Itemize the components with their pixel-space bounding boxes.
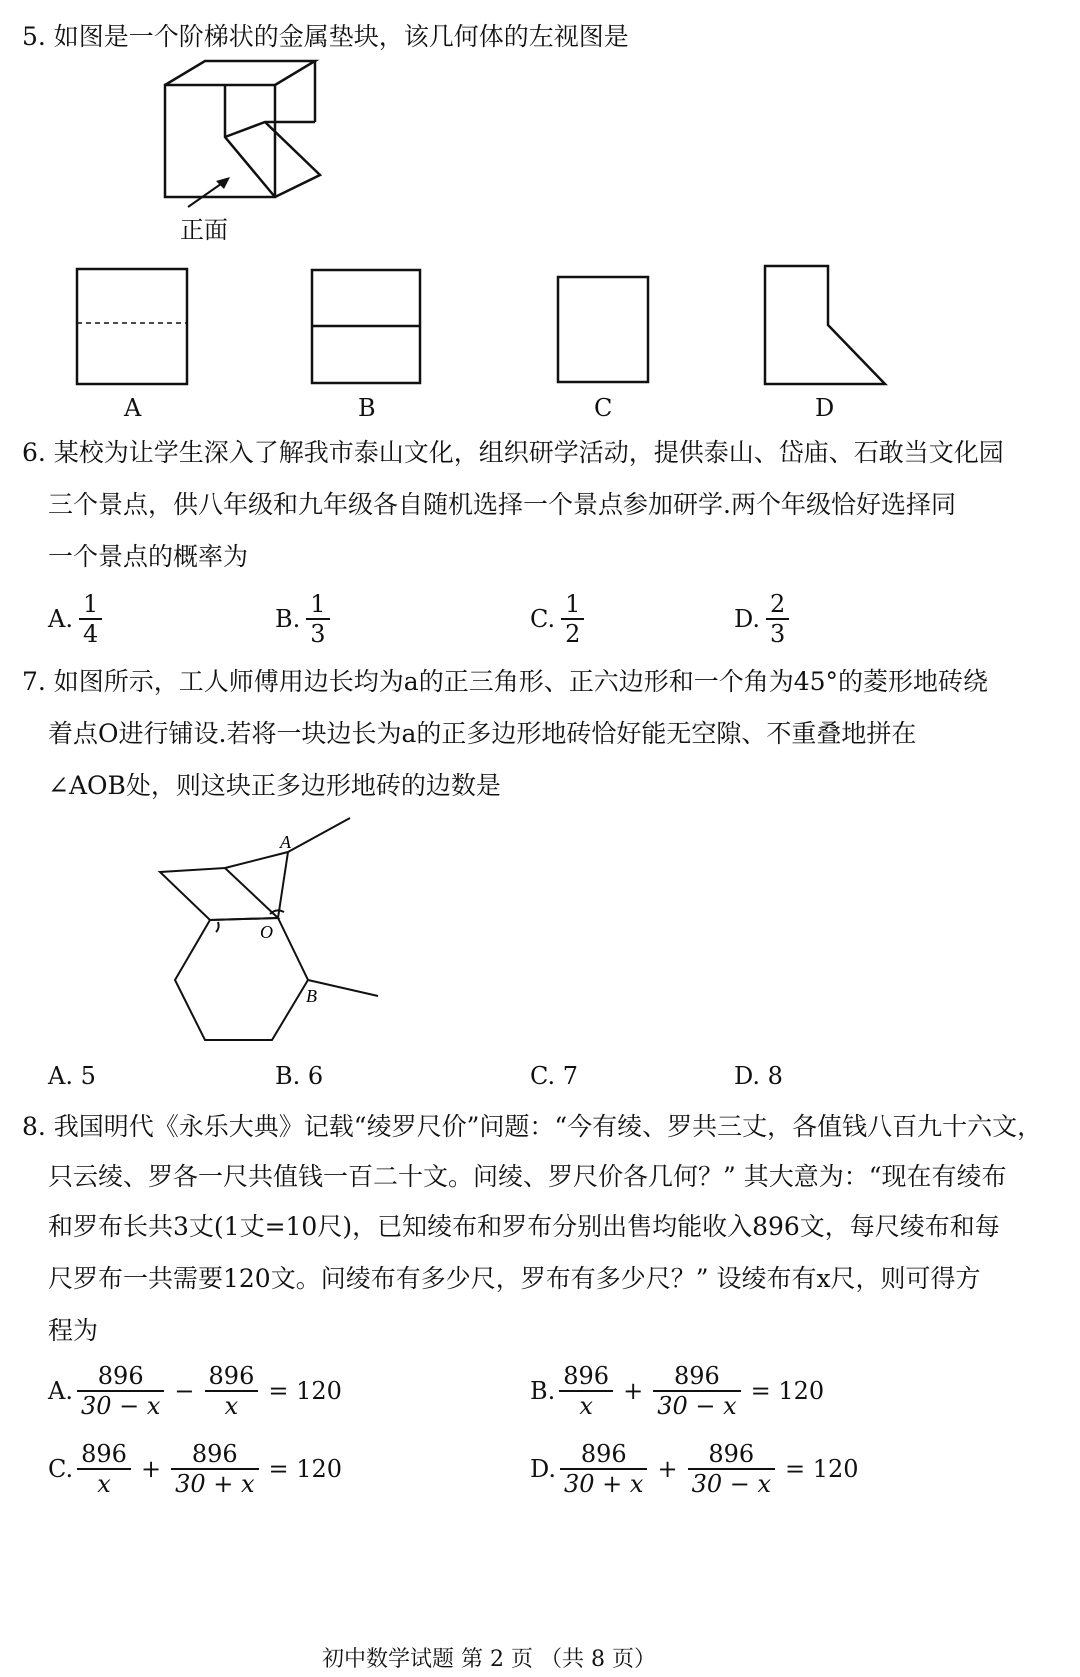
numerator: 896	[97, 1362, 144, 1390]
q7-stem-line1: 7. 如图所示，工人师傅用边长均为a的正三角形、正六边形和一个角为45°的菱形地砖绕	[22, 667, 989, 696]
q5-option-a[interactable]: A	[124, 394, 142, 422]
q8-stem-line5: 程为	[48, 1316, 99, 1345]
denominator: 3	[310, 620, 326, 648]
denominator: x	[224, 1392, 239, 1420]
numerator: 896	[580, 1440, 627, 1468]
page-footer: 初中数学试题 第 2 页 （共 8 页）	[322, 1647, 656, 1672]
denominator: x	[579, 1392, 593, 1420]
denominator: 4	[82, 620, 99, 648]
numerator: 1	[82, 590, 99, 618]
q5-option-d[interactable]: D	[815, 394, 835, 422]
equals-value: = 120	[750, 1377, 825, 1405]
q6-option-c[interactable]	[530, 590, 584, 648]
numerator: 2	[770, 590, 786, 618]
numerator: 896	[563, 1362, 610, 1390]
denominator: 30 − x	[80, 1392, 161, 1420]
numerator: 896	[674, 1362, 720, 1390]
denominator: 30 − x	[657, 1392, 737, 1420]
denominator: 30 + x	[564, 1470, 644, 1498]
q7-stem-line3: ∠AOB处，则这块正多边形地砖的边数是	[48, 771, 501, 800]
q6-stem-line2: 三个景点，供八年级和九年级各自随机选择一个景点参加研学.两个年级恰好选择同	[48, 490, 956, 519]
q5-option-b[interactable]: B	[358, 394, 376, 422]
numerator: 896	[191, 1440, 238, 1468]
q6-stem-line1: 6. 某校为让学生深入了解我市泰山文化，组织研学活动，提供泰山、岱庙、石敢当文化园	[22, 438, 1004, 467]
denominator: x	[97, 1470, 111, 1498]
q5-view-c	[556, 275, 651, 385]
q8-stem-line3: 和罗布长共3丈(1丈=10尺)，已知绫布和罗布分别出售均能收入896文，每尺绫布和每	[48, 1212, 1000, 1241]
q7-option-d[interactable]: D. 8	[734, 1062, 783, 1090]
numerator: 896	[708, 1440, 755, 1468]
option-label: D.	[530, 1455, 557, 1483]
option-label: C.	[48, 1455, 74, 1483]
q7-option-b[interactable]: B. 6	[275, 1062, 324, 1090]
q5-stem: 5. 如图是一个阶梯状的金属垫块，该几何体的左视图是	[22, 22, 629, 51]
operator: +	[140, 1455, 162, 1483]
point-o-label: O	[260, 922, 273, 942]
option-label: A.	[48, 1377, 73, 1405]
q8-option-c[interactable]	[48, 1440, 352, 1498]
q6-stem-line3: 一个景点的概率为	[48, 542, 249, 571]
q8-stem-line2: 只云绫、罗各一尺共值钱一百二十文。问绫、罗尺价各几何？” 其大意为：“现在有绫布	[48, 1162, 1007, 1191]
option-label: A.	[48, 605, 73, 633]
q7-option-a[interactable]: A. 5	[48, 1062, 96, 1090]
denominator: 3	[770, 620, 786, 648]
q6-option-b[interactable]	[275, 590, 330, 648]
option-label: C.	[530, 605, 556, 633]
q5-view-a	[75, 267, 190, 387]
point-b-label: B	[306, 986, 317, 1006]
q7-option-c[interactable]: C. 7	[530, 1062, 579, 1090]
operator: +	[623, 1377, 644, 1405]
option-label: D.	[734, 605, 761, 633]
equals-value: = 120	[268, 1377, 342, 1405]
q8-option-d[interactable]	[530, 1440, 869, 1498]
equals-value: = 120	[785, 1455, 859, 1483]
numerator: 896	[208, 1362, 255, 1390]
point-a-label: A	[280, 832, 291, 852]
equals-value: = 120	[268, 1455, 343, 1483]
q7-tiling-figure	[150, 810, 390, 1050]
q5-view-d	[762, 263, 890, 388]
operator: +	[657, 1455, 678, 1483]
numerator: 1	[310, 590, 326, 618]
denominator: 2	[565, 620, 581, 648]
front-label: 正面	[180, 216, 228, 244]
q5-view-b	[310, 268, 422, 386]
q8-stem-line1: 8. 我国明代《永乐大典》记载“绫罗尺价”问题：“今有绫、罗共三丈，各值钱八百九十六文，	[22, 1112, 1043, 1141]
numerator: 896	[81, 1440, 127, 1468]
denominator: 30 + x	[175, 1470, 255, 1498]
denominator: 30 − x	[691, 1470, 772, 1498]
numerator: 1	[565, 590, 581, 618]
operator: −	[174, 1377, 195, 1405]
q8-stem-line4: 尺罗布一共需要120文。问绫布有多少尺，罗布有多少尺？” 设绫布有x尺，则可得方	[48, 1264, 981, 1293]
q6-option-a[interactable]	[48, 590, 102, 648]
option-label: B.	[530, 1377, 556, 1405]
q6-option-d[interactable]	[734, 590, 789, 648]
q7-stem-line2: 着点O进行铺设.若将一块边长为a的正多边形地砖恰好能无空隙、不重叠地拼在	[48, 719, 917, 748]
q8-option-a[interactable]	[48, 1362, 352, 1420]
q5-option-c[interactable]: C	[594, 394, 613, 422]
q8-option-b[interactable]	[530, 1362, 834, 1420]
option-label: B.	[275, 605, 301, 633]
q5-solid-figure	[150, 55, 340, 205]
